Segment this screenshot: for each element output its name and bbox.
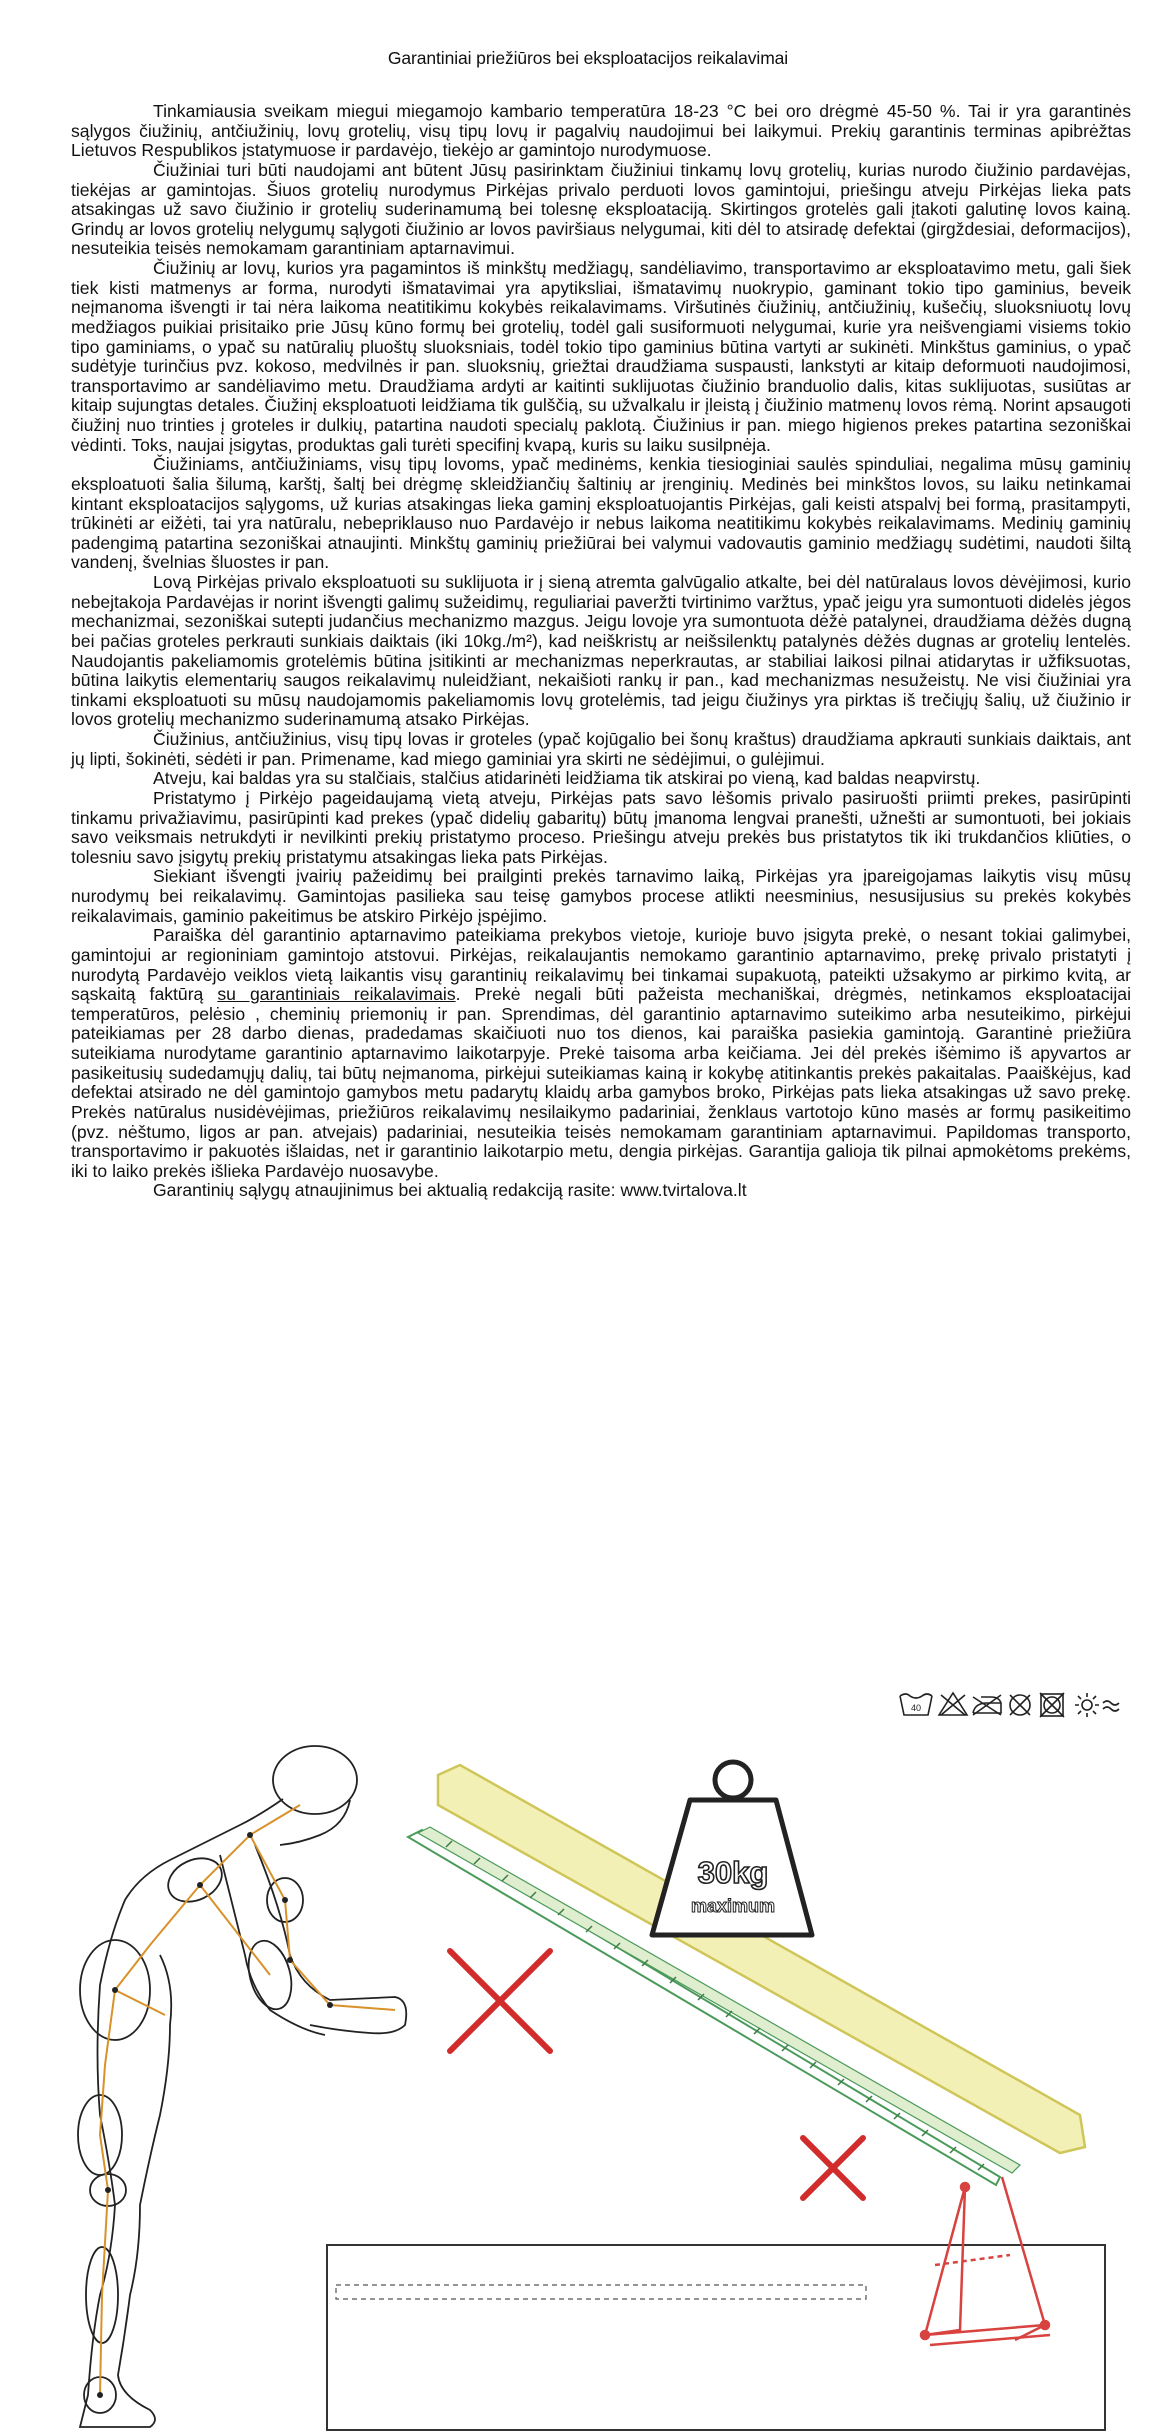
warranty-text xyxy=(71,102,1131,1201)
care-symbols xyxy=(897,1689,1142,1719)
paragraph-slats: Čiužiniai turi būti naudojami ant būtent Jūsų pasirinktam čiužiniui tinkamų lovų grotelių, kurias nurodo čiužinio pardavėjas, tiekėjas ar gamintojas. Šiuos grotelių nurodymus Pirkėjas privalo perduoti lovos gamintojui, priešingu atveju Pirkėjas lieka pats atsakingas už savo čiužinio ir grotelių suderinamumą bei tolesnę eksploataciją. Skirtingos grotelės gali įtakoti galutinę lovos kainą. Grindų ar lovos grotelių nelygumų sąlygoti čiužinio ar lovos paviršiaus nelygumai, kiti dėl to atsiradę defektai (girgždesiai, deformacijos), nesuteikia teisės nemokamam garantiniam aptarnavimui. xyxy=(71,159,1131,259)
svg-text:40: 40 xyxy=(910,1703,922,1713)
cross-icon xyxy=(450,1951,550,2051)
paragraph-drawers: Atveju, kai baldas yra su stalčiais, stalčius atidarinėti leidžiama tik atskirai po vieną, kad baldas neapvirstų. xyxy=(153,768,981,789)
paragraph-warranty-claim xyxy=(71,926,1131,1181)
paragraph-delivery: Pristatymo į Pirkėjo pageidaujamą vietą atveju, Pirkėjas pats savo lėšomis privalo pasiruošti priimti prekes, pasirūpinti tinkamu privažiavimu, pasirūpinti kad prekes (ypač didelių gabaritų) būtų įmanoma lengvai pranešti, užnešti ar sumontuoti, bei jokiais savo veiksmais netrukdyti ir nevilkinti prekių pristatymo proceso. Priešingu atveju prekės bus pristatytos tik iki trukdančios kliūties, o tolesniu savo įsigytų prekių pristatymu atsakingas lieka pats Pirkėjas. xyxy=(71,787,1131,867)
no-tumble-dry-icon xyxy=(1040,1693,1064,1717)
paragraph-sunlight: Čiužiniams, antčiužiniams, visų tipų lovoms, ypač medinėms, kenkia tiesioginiai saulės spinduliai, negalima mūsų gaminių eksploatuoti šalia šilumą, karštį, šaltį bei drėgmę skleidžiančių šaltinių ar įrenginių. Medinės bei minkštos lovos, su laiku netinkamai kintant eksploatacijos sąlygoms, už kurias atsakingas lieka gaminį eksploatuojantis Pirkėjas, gali keisti atspalvį bei formą, prasitampyti, trūkinėti ar eižėti, tai yra natūralu, nebepriklauso nuo Pardavėjo ir nebus laikoma neatitikimu kokybės reikalavimams. Medinių gaminių padengimą patartina sezoniškai atnaujinti. Minkštų gaminių priežiūrai bei valymui vadovautis gaminio medžiagų sudėtimi, naudoti šiltą vandenį, švelnias šluostes ir pan. xyxy=(71,454,1131,573)
no-bleach-icon xyxy=(939,1693,967,1715)
lift-bed-icon xyxy=(921,2177,1050,2345)
page-title: Garantiniai priežiūros bei eksploatacijos reikalavimai xyxy=(387,48,789,68)
bed-box xyxy=(327,2245,1105,2430)
no-dry-clean-icon xyxy=(1010,1695,1030,1715)
iron-icon xyxy=(973,1695,1001,1715)
paragraph-soft-materials: Čiužinių ar lovų, kurios yra pagamintos iš minkštų medžiagų, sandėliavimo, transportavimo ar eksploatavimo metu, gali šiek tiek kisti matmenys ar forma, nurodyti išmatavimai yra apytiksliai, išmatavimų nuokrypio, gaminant tokio tipo gaminius, beveik neįmanoma išvengti ir tai nėra laikoma neatitikimu kokybės reikalavimams. Viršutinės čiužinių, antčiužinių, kušečių, sluoksniuotų lovų medžiagos puikiai prisitaiko prie Jūsų kūno formų bei grotelių, todėl gali susiformuoti nelygumai, kurie yra neišvengiami visiems tokio tipo gaminiams, o ypač su natūralių pluoštų sluoksniais, todėl tokio tipo gaminius būtina vartyti ar sukinėti. Minkštus gaminius, o ypač sudėtyje turinčius pvz. kokoso, medvilnės ir pan. sluoksnių, griežtai draudžiama suspausti, lankstyti ar kitaip deformuoti naudojimosi, transportavimo ar sandėliavimo metu. Draudžiama ardyti ar kaitinti suklijuotas čiužinio branduolio dalis, kitas suklijuotas, susiūtas ar kitaip sujungtas detales. Čiužinį eksploatuoti leidžiama tik gulščią, su užvalkalu ir įleistą į čiužinio matmenų lovos rėmą. Norint apsaugoti čiužinį nuo trinties į groteles ir dulkių, patartina naudoti specialų paklotą. Čiužinius ir pan. miego higienos prekes patartina sezoniškai vėdinti. Toks, naujai įsigytas, produktas gali turėti specifinį kvapą, kuris su laiku susilpnėja. xyxy=(71,258,1131,455)
paragraph-bed-usage: Lovą Pirkėjas privalo eksploatuoti su suklijuota ir į sieną atremta galvūgalio atkalte, bei dėl natūralaus lovos dėvėjimosi, kurio nebejtakoja Pardavėjas ir norint išvengti galimų sužeidimų, reguliariai paveržti tvirtinimo varžtus, ypač jeigu yra sumontuoti didelės jėgos mechanizmai, sezoniškai sutepti judančius mechanizmo mazgus. Jeigu lovoje yra sumontuota dėžė patalynei, draudžiama dėžės dugną bei pačias groteles perkrauti sunkiais daiktais (iki 10kg./m²), kad neiškristų ar neišsilenktų patalynės dėžės dugnas ar grotelių lentelės. Naudojantis pakeliamomis grotelėmis būtina įsitikinti ar mechanizmas neperkrautas, ar stabiliai laikosi pilnai atidarytas ir užfiksuotas, būtina laikytis elementarių saugos reikalavimų nuleidžiant, nekaišioti rankų ir pan., kad mechanizmas nesužeistų. Ne visi čiužiniai yra tinkami eksploatuoti su mūsų naudojamomis pakeliamomis lovų grotelėmis, tad jeigu čiužinys yra pirktas iš trečiųjų šalių, už čiužinio ir lovos grotelių mechanizmo suderinamumą atsako Pirkėjas. xyxy=(71,572,1131,730)
claim-text-after: . Prekė negali būti pažeista mechaniškai, drėgmės, netinkamos eksploatacijai temperatūros, pelėsio , cheminių priemonių ir pan. Sprendimas, dėl garantinio aptarnavimo suteikimo arba nesuteikimo, pirkėjui pateikiamas per 28 darbo dienas, pradedamas skaičiuoti nuo tos dienos, kai paraiška pasiekia gamintoją. Garantinė priežiūra suteikiama nurodytame garantinio aptarnavimo laikotarpyje. Prekė taisoma arba keičiama. Jei dėl prekės išėmimo iš apyvartos ar pasikeitusių sudedamųjų dalių, tai būtų neįmanoma, pirkėjui suteikiamas kainą ir kokybę atitinkantis prekės pakaitalas. Paaiškėjus, kad defektai atsirado ne dėl gamintojo gamybos metu padarytų klaidų arba gamybos broko, Pirkėjas pats lieka atsakingas už savo prekę. Prekės natūralus nusidėvėjimas, priežiūros reikalavimų nesilaikymo padariniai, ženklaus vartotojo kūno masės ar formų pasikeitimo (pvz. nėštumo, ligos ar pan. atvejais) padariniai, nesuteikia teisės nemokamam garantiniam aptarnavimui. Papildomas transporto, transportavimo ir pakuotės išlaidas, net ir garantinio laikotarpio metu, dengia pirkėjas. Garantija galioja tik pilnai apmokėtoms prekėms, iki to laiko prekės išlieka Pardavėjo nuosavybe. xyxy=(71,984,1131,1181)
weight-value: 30kg xyxy=(697,1855,769,1890)
wash-40-icon xyxy=(900,1694,932,1715)
safety-illustration xyxy=(0,1735,1176,2432)
paragraph-instructions: Siekiant išvengti įvairių pažeidimų bei prailginti prekės tarnavimo laiką, Pirkėjas yra įpareigojamas laikytis visų mūsų nurodymų bei reikalavimų. Gamintojas pasilieka sau teisę gamybos procese atlikti neesminius, nesusijusius su prekės kokybės reikalavimais, gaminio pakeitimus be atskiro Pirkėjo įspėjimo. xyxy=(71,866,1131,926)
weight-caption: maximum xyxy=(690,1896,776,1916)
paragraph-updates: Garantinių sąlygų atnaujinimus bei aktualią redakciją rasite: www.tvirtalova.lt xyxy=(153,1180,747,1201)
person-icon xyxy=(78,1746,406,2427)
no-sun-icon xyxy=(1075,1693,1119,1717)
claim-text-before: Paraiška dėl garantinio aptarnavimo pateikiama prekybos vietoje, kurioje buvo įsigyta prekė, o nesant tokiai galimybei, gamintojui ar regioniniam gamintojo atstovui. Pirkėjas, reikalaujantis nemokamo garantinio aptarnavimo, prekę privalo pristatyti į nurodytą Pardavėjo veiklos vietą laikantis visų garantinių reikalavimų bei tinkamai supakuotą, pateikti užsakymo ar pirkimo kvitą, ar sąskaitą faktūrą xyxy=(71,925,1131,1005)
warranty-requirements-link[interactable]: su garantiniais reikalavimais xyxy=(217,984,456,1005)
weight-icon xyxy=(652,1762,812,1935)
paragraph-climate: Tinkamiausia sveikam miegui miegamojo kambario temperatūra 18-23 °C bei oro drėgmė 45-50 %. Tai ir yra garantinės sąlygos čiužinių, antčiužinių, lovų grotelių, visų tipų lovų ir pagalvių naudojimui bei laikymui. Prekių garantinis terminas apibrėžtas Lietuvos Respublikos įstatymuose ir pardavėjo, tiekėjo ar gamintojo nurodymuose. xyxy=(71,101,1131,161)
cross-icon-small xyxy=(803,2138,863,2198)
paragraph-overload: Čiužinius, antčiužinius, visų tipų lovas ir groteles (ypač kojūgalio bei šonų kraštus) draudžiama apkrauti sunkiais daiktais, ant jų lipti, šokinėti, sėdėti ir pan. Primename, kad miego gaminiai yra skirti ne sėdėjimui, o gulėjimui. xyxy=(71,729,1131,769)
